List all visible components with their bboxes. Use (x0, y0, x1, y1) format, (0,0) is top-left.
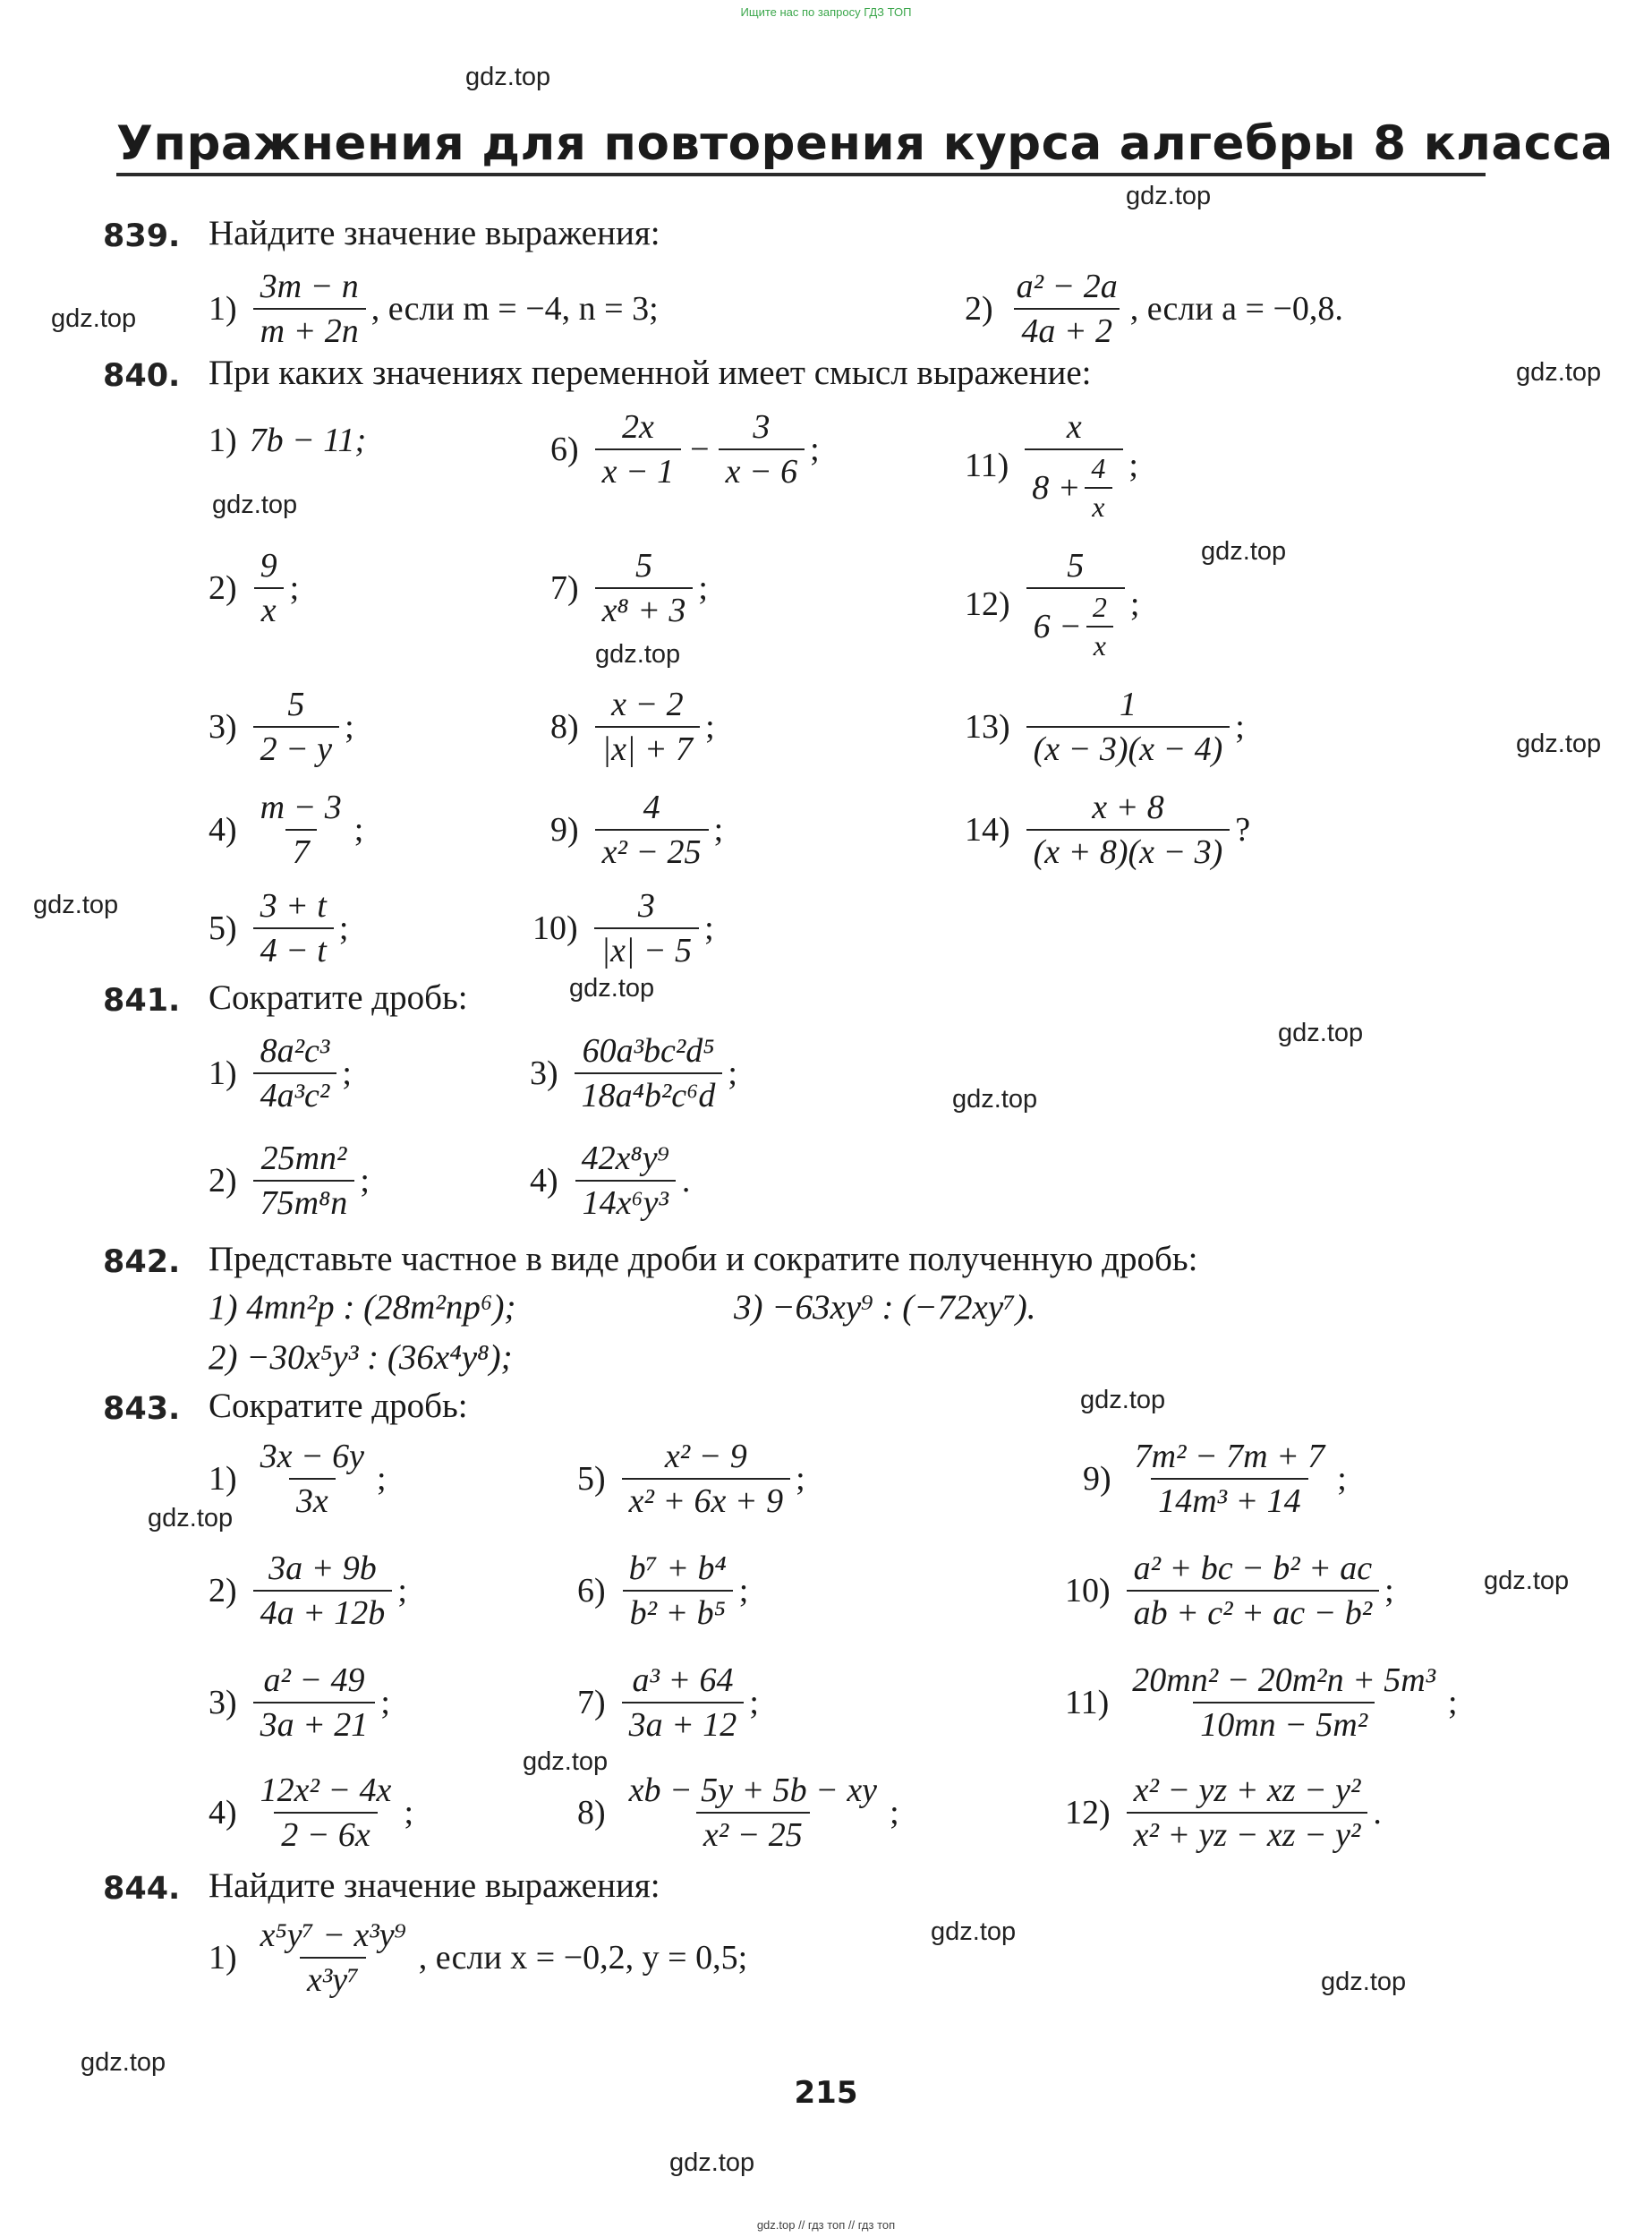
exercise-item: 1) $\frac{3x - 6y}{3x}$ ; (209, 1438, 387, 1520)
watermark: gdz.top (212, 491, 298, 519)
watermark: gdz.top (1201, 537, 1287, 566)
exercise-item: 4) $\frac{\text{12x² − 4x}}{2 - 6x}$ ; (209, 1772, 413, 1854)
exercise-item: 12) 5 6 − $\frac{2}{x}$ ; (965, 547, 1140, 662)
watermark: gdz.top (465, 63, 551, 91)
exercise-number: 844. (103, 1871, 181, 1907)
watermark: gdz.top (595, 640, 681, 669)
exercise-number: 842. (103, 1244, 181, 1280)
exercise-number: 841. (103, 983, 181, 1019)
exercise-text: Найдите значение выражения: (209, 1866, 660, 1905)
bottom-note: gdz.top // гдз топ // гдз топ (756, 2218, 896, 2232)
exercise-item: 14) $\frac{x + 8}{(x + 8)(x - 3)}$ ? (965, 789, 1251, 871)
exercise-number: 840. (103, 358, 181, 394)
watermark: gdz.top (1278, 1019, 1364, 1047)
watermark: gdz.top (931, 1917, 1017, 1946)
exercise-item: 7) $\frac{5}{\text{x⁸ + 3}}$ ; (550, 547, 708, 629)
watermark: gdz.top (523, 1747, 609, 1776)
exercise-item: 1) $\frac{3m - n}{m + 2n}$ , если m = −4, n = 3; (209, 268, 659, 350)
exercise-item: 2) $\frac{3a + 9b}{4a + 12b}$ ; (209, 1550, 407, 1632)
exercise-item: 4) $\frac{\text{42x⁸y⁹}}{\text{14x⁶y³}}$ . (530, 1140, 691, 1222)
watermark: gdz.top (952, 1085, 1038, 1114)
watermark: gdz.top (1516, 358, 1602, 387)
exercise-item: 2) $\frac{\text{a² − 2a}}{4a + 2}$ , если a = −0,8. (965, 268, 1343, 350)
page-number: 215 (794, 2075, 858, 2111)
exercise-text: Представьте частное в виде дроби и сократите полученную дробь: (209, 1240, 1198, 1278)
exercise-item: 11) $\frac{\text{20mn² − 20m²n + 5m³}}{\text{10mn − 5m²}}$ ; (1065, 1661, 1458, 1744)
watermark: gdz.top (1484, 1567, 1570, 1595)
exercise-item: 9) $\frac{4}{\text{x² − 25}}$ ; (550, 789, 724, 871)
exercise-text: При каких значениях переменной имеет смысл выражение: (209, 354, 1092, 392)
exercise-item: 7) $\frac{\text{a³ + 64}}{3a + 12}$ ; (577, 1661, 759, 1744)
exercise-item: 11) x 8 + $\frac{4}{x}$ ; (965, 408, 1138, 523)
exercise-item: 8) $\frac{xb - 5y + 5b - xy}{\text{x² − 25}}$ ; (577, 1772, 899, 1854)
exercise-item: 2) $\frac{\text{25mn²}}{\text{75m⁸n}}$ ; (209, 1140, 370, 1222)
exercise-item: 8) $\frac{x - 2}{|x| + 7}$ ; (550, 686, 715, 768)
watermark: gdz.top (51, 304, 137, 333)
watermark: gdz.top (1126, 182, 1212, 210)
exercise-item: 1) 7b − 11; (209, 422, 367, 459)
exercise-item: 1) $\frac{\text{x⁵y⁷ − x³y⁹}}{\text{x³y⁷}}$ , если x = −0,2, y = 0,5; (209, 1917, 748, 1999)
watermark: gdz.top (1080, 1386, 1166, 1414)
exercise-text: Найдите значение выражения: (209, 214, 660, 252)
exercise-item: 2) $\frac{9}{x}$ ; (209, 547, 300, 629)
watermark: gdz.top (81, 2048, 166, 2077)
exercise-item: 3) $\frac{\text{a² − 49}}{3a + 21}$ ; (209, 1661, 390, 1744)
exercise-item: 13) $\frac{1}{(x - 3)(x - 4)}$ ; (965, 686, 1245, 768)
watermark: gdz.top (669, 2148, 755, 2177)
exercise-item: 3) −63xy⁹ : (−72xy⁷). (734, 1288, 1036, 1327)
exercise-item: 12) $\frac{\text{x² − yz + xz − y²}}{\text{x² + yz − xz − y²}}$ . (1065, 1772, 1382, 1854)
exercise-item: 9) $\frac{\text{7m² − 7m + 7}}{\text{14m³ + 14}}$ ; (1083, 1438, 1347, 1520)
top-note: Ищите нас по запросу ГДЗ ТОП (740, 5, 912, 19)
exercise-item: 2) −30x⁵y³ : (36x⁴y⁸); (209, 1338, 513, 1377)
exercise-text: Сократите дробь: (209, 1387, 468, 1425)
watermark: gdz.top (148, 1504, 234, 1533)
exercise-item: 6) $\frac{\text{b⁷ + b⁴}}{\text{b² + b⁵}}$ ; (577, 1550, 749, 1632)
exercise-item: 5) $\frac{\text{x² − 9}}{\text{x² + 6x + 9}}$ ; (577, 1438, 805, 1520)
exercise-item: 10) $\frac{\text{a² + bc − b² + ac}}{\text{ab + c² + ac − b²}}$ ; (1065, 1550, 1394, 1632)
exercise-item: 1) 4mn²p : (28m²np⁶); (209, 1288, 516, 1327)
exercise-text: Сократите дробь: (209, 978, 468, 1017)
exercise-item: 4) $\frac{m - 3}{7}$ ; (209, 789, 364, 871)
watermark: gdz.top (1516, 730, 1602, 758)
exercise-item: 6) $\frac{2x}{x - 1}$ − $\frac{3}{x - 6}$ ; (550, 408, 820, 491)
exercise-item: 1) $\frac{\text{8a²c³}}{\text{4a³c²}}$ ; (209, 1032, 352, 1114)
exercise-item: 3) $\frac{5}{2 - y}$ ; (209, 686, 354, 768)
exercise-number: 843. (103, 1391, 181, 1427)
exercise-number: 839. (103, 218, 181, 254)
watermark: gdz.top (569, 974, 655, 1003)
watermark: gdz.top (33, 891, 119, 919)
exercise-item: 10) $\frac{3}{|x| - 5}$ ; (532, 887, 714, 969)
exercise-item: 5) $\frac{3 + t}{4 - t}$ ; (209, 887, 349, 969)
watermark: gdz.top (1321, 1968, 1407, 1996)
exercise-item: 3) $\frac{\text{60a³bc²d⁵}}{\text{18a⁴b²c⁶d}}$ ; (530, 1032, 737, 1114)
page-title: Упражнения для повторения курса алгебры 8 класса (116, 116, 1486, 176)
